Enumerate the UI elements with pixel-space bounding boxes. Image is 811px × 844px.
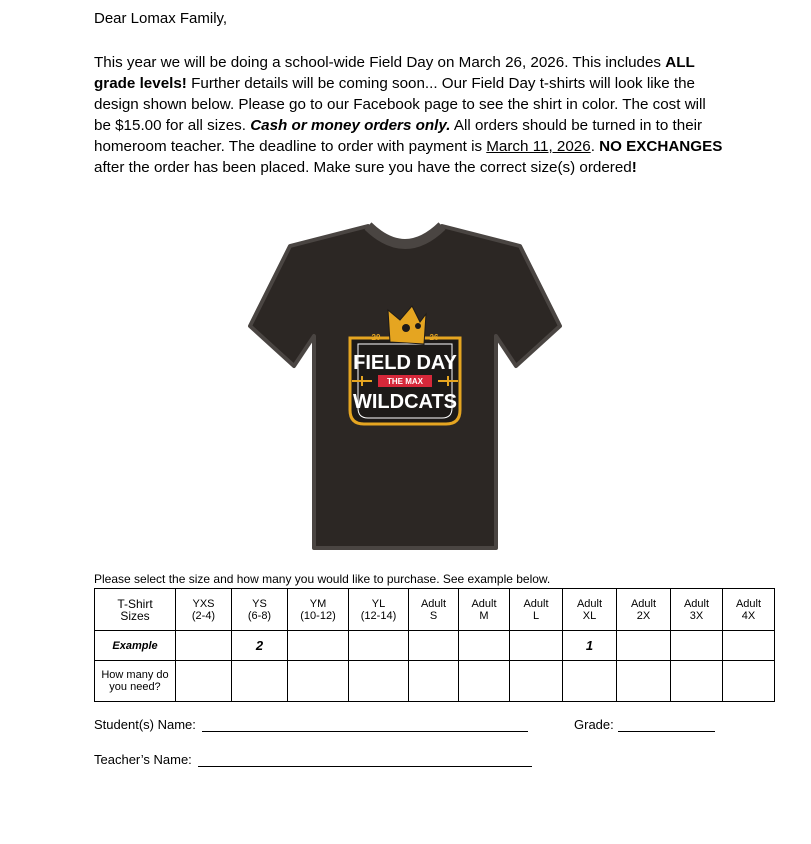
quantity-cell-adult-l[interactable]	[510, 661, 563, 702]
example-cell-yl	[349, 631, 409, 661]
example-cell-adult-l	[510, 631, 563, 661]
logo-title: FIELD DAY	[353, 352, 457, 374]
size-header-yxs: YXS (2-4)	[176, 589, 232, 631]
example-cell-adult-3x	[671, 631, 723, 661]
size-order-table	[94, 588, 775, 702]
size-header-adult-xl: Adult XL	[563, 589, 617, 631]
letter-deadline: March 11, 2026	[486, 138, 591, 155]
size-header-adult-2x: Adult 2X	[617, 589, 671, 631]
example-cell-ys: 2	[232, 631, 288, 661]
student-name-field[interactable]	[202, 716, 528, 732]
tshirt-image	[240, 214, 570, 550]
order-instructions: Please select the size and how many you would like to purchase. See example below.	[94, 572, 551, 586]
example-cell-adult-2x	[617, 631, 671, 661]
quantity-row	[95, 661, 775, 702]
example-cell-adult-4x	[723, 631, 775, 661]
size-header-row	[95, 589, 775, 631]
letter-text-4: .	[590, 138, 600, 155]
quantity-cell-adult-m[interactable]	[459, 661, 510, 702]
example-cell-adult-xl: 1	[563, 631, 617, 661]
size-header-adult-4x: Adult 4X	[723, 589, 775, 631]
quantity-cell-yxs[interactable]	[176, 661, 232, 702]
letter-text-2: Further details will be coming soon... Our Field Day t-shirts will look like the design shown below. Please go to our Facebook page to see the shirt in color. The cost will be $15.00 for all sizes.	[94, 75, 706, 134]
teacher-name-label: Teacher’s Name:	[94, 752, 192, 767]
size-header-adult-s: Adult S	[409, 589, 459, 631]
letter-greeting: Dear Lomax Family,	[94, 10, 228, 27]
quantity-cell-adult-s[interactable]	[409, 661, 459, 702]
letter-text-1: This year we will be doing a school-wide Field Day on March 26, 2026. This includes	[94, 54, 662, 71]
size-header-yl: YL (12-14)	[349, 589, 409, 631]
letter-bold-all-grades: ALL grade levels!	[94, 54, 695, 92]
logo-year-right: 26	[429, 333, 439, 342]
letter-exclamation: !	[631, 159, 637, 176]
teacher-name-field[interactable]	[198, 751, 532, 767]
size-header-ym: YM (10-12)	[288, 589, 349, 631]
example-label: Example	[95, 631, 176, 661]
quantity-label: How many do you need?	[95, 661, 176, 702]
size-header-adult-l: Adult L	[510, 589, 563, 631]
letter-text-3: All orders should be turned in to their homeroom teacher. The deadline to order with payment is	[94, 117, 703, 155]
letter-no-exchanges: NO EXCHANGES	[599, 138, 723, 155]
example-cell-yxs	[176, 631, 232, 661]
letter-text-5: after the order has been placed. Make sure you have the correct size(s) ordered	[94, 159, 632, 176]
grade-field[interactable]	[618, 716, 715, 732]
size-header-adult-3x: Adult 3X	[671, 589, 723, 631]
quantity-cell-adult-4x[interactable]	[723, 661, 775, 702]
logo-banner: THE MAX	[387, 377, 423, 386]
grade-label: Grade:	[574, 717, 614, 732]
quantity-cell-yl[interactable]	[349, 661, 409, 702]
size-header-label: T-Shirt Sizes	[95, 589, 176, 631]
quantity-cell-ym[interactable]	[288, 661, 349, 702]
quantity-cell-adult-3x[interactable]	[671, 661, 723, 702]
example-row	[95, 631, 775, 661]
size-header-ys: YS (6-8)	[232, 589, 288, 631]
example-cell-adult-m	[459, 631, 510, 661]
example-cell-ym	[288, 631, 349, 661]
logo-team: WILDCATS	[352, 391, 458, 413]
quantity-cell-adult-2x[interactable]	[617, 661, 671, 702]
quantity-cell-ys[interactable]	[232, 661, 288, 702]
example-cell-adult-s	[409, 631, 459, 661]
letter-payment-note: Cash or money orders only.	[250, 117, 451, 134]
logo-year-left: 20	[371, 333, 381, 342]
size-header-adult-m: Adult M	[459, 589, 510, 631]
quantity-cell-adult-xl[interactable]	[563, 661, 617, 702]
student-name-label: Student(s) Name:	[94, 717, 196, 732]
letter-body	[94, 52, 724, 178]
